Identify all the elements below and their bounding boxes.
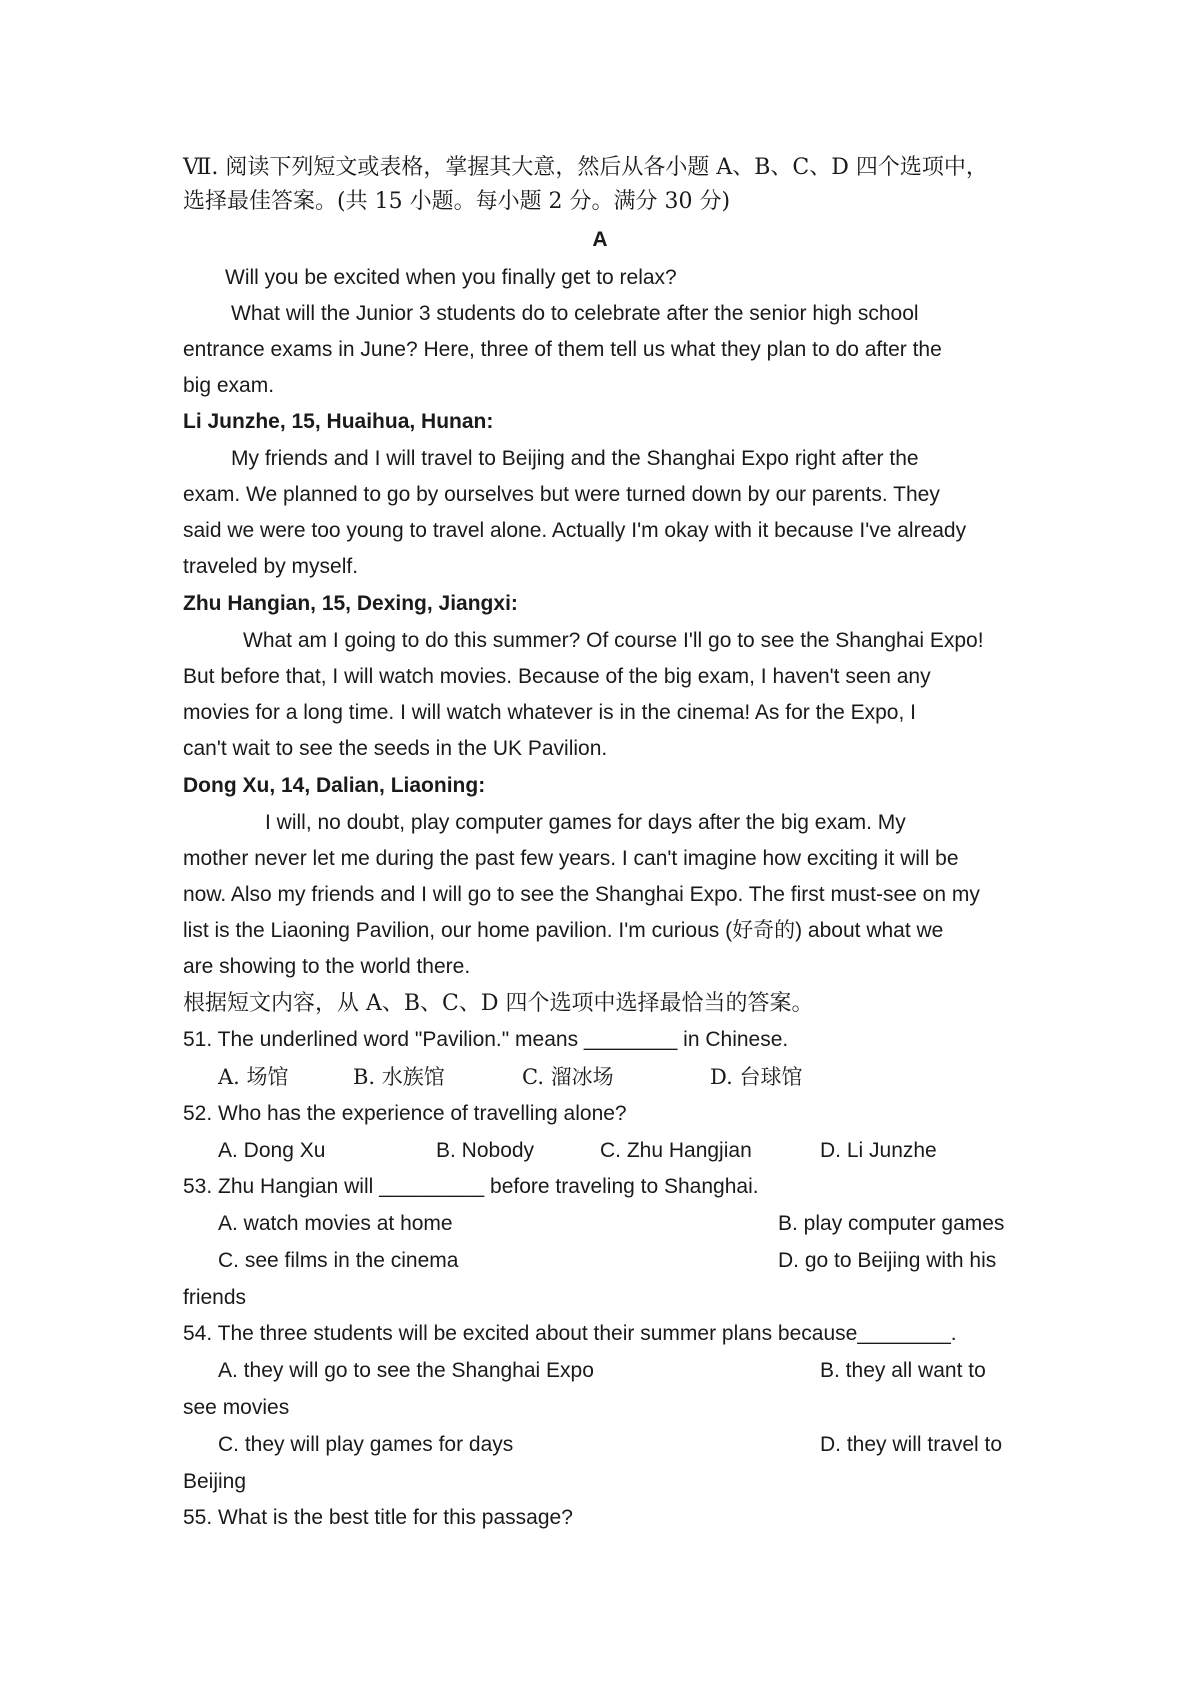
speaker-text-line: mother never let me during the past few years. I can't imagine how exciting it will be <box>183 847 959 870</box>
option-b[interactable]: B. play computer games <box>778 1212 1005 1235</box>
question-stem: 53. Zhu Hangian will _________ before traveling to Shanghai. <box>183 1175 759 1198</box>
option-b[interactable]: B. Nobody <box>436 1139 535 1162</box>
speaker-name: Li Junzhe, 15, Huaihua, Hunan: <box>183 410 494 433</box>
option-wrap-text: friends <box>183 1286 247 1309</box>
speaker-text-line: My friends and I will travel to Beijing and the Shanghai Expo right after the <box>231 447 919 470</box>
option-d[interactable]: D. go to Beijing with his <box>778 1249 997 1272</box>
intro-line: big exam. <box>183 374 275 397</box>
speaker-text-line: traveled by myself. <box>183 555 359 578</box>
question-stem: 51. The underlined word "Pavilion." means ________ in Chinese. <box>183 1028 789 1051</box>
question-stem: 55. What is the best title for this passage? <box>183 1506 573 1529</box>
part-label: A <box>592 228 608 251</box>
section-heading-line2: 选择最佳答案。(共 15 小题。每小题 2 分。满分 30 分) <box>183 189 731 214</box>
option-c[interactable]: C. they will play games for days <box>218 1433 514 1456</box>
speaker-text-line: What am I going to do this summer? Of course I'll go to see the Shanghai Expo! <box>243 629 984 652</box>
intro-question: Will you be excited when you finally get to relax? <box>225 266 677 289</box>
option-a[interactable]: A. 场馆 <box>218 1065 289 1089</box>
option-b[interactable]: B. 水族馆 <box>353 1065 445 1089</box>
intro-line: What will the Junior 3 students do to celebrate after the senior high school <box>231 302 919 325</box>
option-c[interactable]: C. 溜冰场 <box>522 1065 614 1089</box>
option-d[interactable]: D. they will travel to <box>820 1433 1003 1456</box>
speaker-name: Dong Xu, 14, Dalian, Liaoning: <box>183 774 486 797</box>
option-c[interactable]: C. see films in the cinema <box>218 1249 459 1272</box>
speaker-text-line: can't wait to see the seeds in the UK Pavilion. <box>183 737 608 760</box>
option-a[interactable]: A. Dong Xu <box>218 1139 326 1162</box>
speaker-text-line: said we were too young to travel alone. Actually I'm okay with it because I've already <box>183 519 967 542</box>
option-wrap-text: see movies <box>183 1396 290 1419</box>
speaker-text-line: are showing to the world there. <box>183 955 471 978</box>
speaker-text-line: movies for a long time. I will watch whatever is in the cinema! As for the Expo, I <box>183 701 916 724</box>
option-d[interactable]: D. Li Junzhe <box>820 1139 937 1162</box>
speaker-text-line: now. Also my friends and I will go to see the Shanghai Expo. The first must-see on my <box>183 883 980 906</box>
option-b[interactable]: B. they all want to <box>820 1359 986 1382</box>
instructions: 根据短文内容，从 A、B、C、D 四个选项中选择最恰当的答案。 <box>183 991 814 1016</box>
intro-line: entrance exams in June? Here, three of them tell us what they plan to do after the <box>183 338 942 361</box>
speaker-text-line: I will, no doubt, play computer games for days after the big exam. My <box>265 811 906 834</box>
question-stem: 54. The three students will be excited about their summer plans because________. <box>183 1322 957 1345</box>
speaker-text-line: exam. We planned to go by ourselves but were turned down by our parents. They <box>183 483 940 506</box>
option-a[interactable]: A. they will go to see the Shanghai Expo <box>218 1359 594 1382</box>
section-heading-line1: Ⅶ. 阅读下列短文或表格，掌握其大意，然后从各小题 A、B、C、D 四个选项中， <box>183 155 988 180</box>
option-d[interactable]: D. 台球馆 <box>710 1065 803 1089</box>
option-c[interactable]: C. Zhu Hangjian <box>600 1139 752 1162</box>
speaker-text-line: But before that, I will watch movies. Because of the big exam, I haven't seen any <box>183 665 931 688</box>
question-stem: 52. Who has the experience of travelling alone? <box>183 1102 627 1125</box>
speaker-text-line: list is the Liaoning Pavilion, our home pavilion. I'm curious (好奇的) about what we <box>183 919 944 942</box>
option-a[interactable]: A. watch movies at home <box>218 1212 453 1235</box>
speaker-name: Zhu Hangian, 15, Dexing, Jiangxi: <box>183 592 518 615</box>
option-wrap-text: Beijing <box>183 1470 247 1493</box>
